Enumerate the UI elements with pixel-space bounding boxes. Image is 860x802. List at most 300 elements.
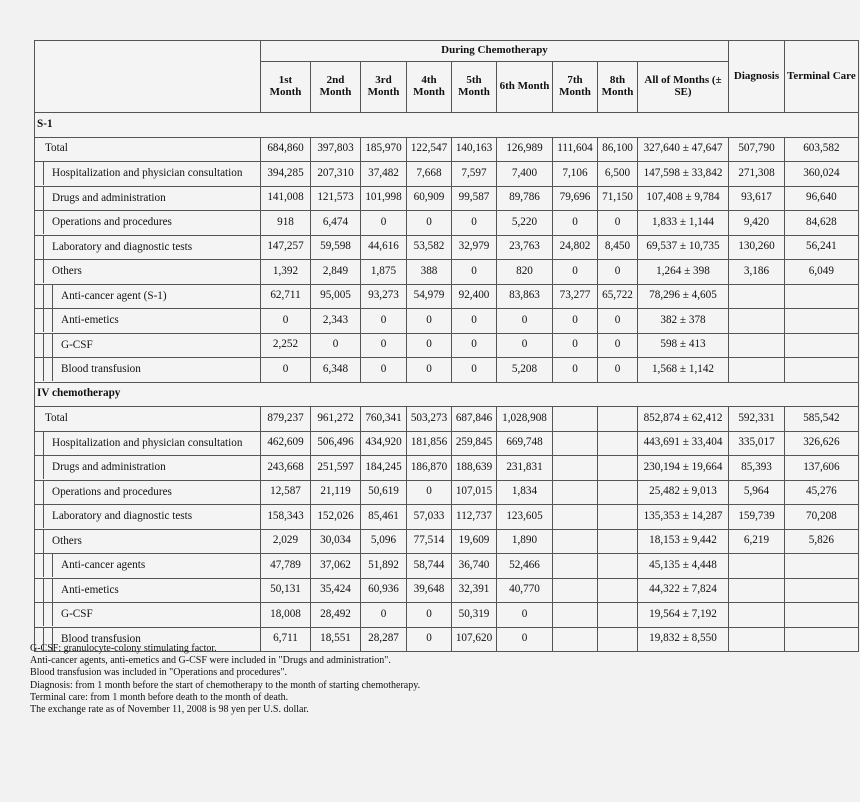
value-cell: 6,348 [311,358,361,383]
row-label: Operations and procedures [43,481,172,504]
row-label-cell [35,358,261,383]
value-cell [729,333,785,358]
value-cell: 54,979 [407,284,452,309]
value-cell: 101,998 [361,186,407,211]
value-cell [553,627,598,652]
value-cell [553,505,598,530]
value-cell: 0 [553,333,598,358]
row-label [43,603,93,626]
value-cell: 852,874 ± 62,412 [638,407,729,432]
value-cell: 53,582 [407,235,452,260]
table-row [35,235,859,260]
value-cell: 1,264 ± 398 [638,260,729,285]
row-label-cell [35,137,261,162]
month-header: 2nd Month [311,62,361,113]
value-cell: 71,150 [598,186,638,211]
value-cell: 99,587 [452,186,497,211]
value-cell: 50,131 [261,578,311,603]
value-cell: 598 ± 413 [638,333,729,358]
row-label-cell [35,186,261,211]
value-cell: 112,737 [452,505,497,530]
value-cell: 123,605 [497,505,553,530]
value-cell: 184,245 [361,456,407,481]
value-cell: 5,096 [361,529,407,554]
value-cell: 158,343 [261,505,311,530]
table-row [35,186,859,211]
value-cell [598,407,638,432]
section-row [35,113,859,138]
value-cell: 230,194 ± 19,664 [638,456,729,481]
row-label: Others [43,260,82,283]
value-cell: 24,802 [553,235,598,260]
month-header: 1st Month [261,62,311,113]
value-cell: 121,573 [311,186,361,211]
value-cell: 147,598 ± 33,842 [638,162,729,187]
value-cell: 12,587 [261,480,311,505]
value-cell: 32,979 [452,235,497,260]
value-cell: 5,964 [729,480,785,505]
table-row [35,505,859,530]
value-cell [553,407,598,432]
row-label-cell [35,407,261,432]
value-cell: 18,153 ± 9,442 [638,529,729,554]
row-label: Hospitalization and physician consultation [43,432,242,455]
value-cell: 0 [598,358,638,383]
value-cell: 0 [452,333,497,358]
value-cell [729,578,785,603]
value-cell: 35,424 [311,578,361,603]
value-cell: 394,285 [261,162,311,187]
value-cell: 2,029 [261,529,311,554]
diagnosis-header: Diagnosis [729,41,785,113]
value-cell: 0 [361,333,407,358]
footnote: The exchange rate as of November 11, 2008 is 98 yen per U.S. dollar. [30,704,309,716]
row-label-cell [35,554,261,579]
value-cell: 62,711 [261,284,311,309]
value-cell: 18,008 [261,603,311,628]
value-cell: 36,740 [452,554,497,579]
value-cell: 6,474 [311,211,361,236]
value-cell: 506,496 [311,431,361,456]
group-header: During Chemotherapy [261,41,729,62]
value-cell: 107,620 [452,627,497,652]
row-label: Laboratory and diagnostic tests [43,236,192,259]
row-label: Others [43,530,82,553]
value-cell: 181,856 [407,431,452,456]
row-label-cell [35,211,261,236]
value-cell: 0 [452,309,497,334]
value-cell: 19,832 ± 8,550 [638,627,729,652]
value-cell: 603,582 [785,137,859,162]
value-cell [785,578,859,603]
value-cell [598,603,638,628]
value-cell: 0 [361,211,407,236]
value-cell [598,578,638,603]
table-row [35,333,859,358]
value-cell: 65,722 [598,284,638,309]
value-cell: 0 [598,333,638,358]
value-cell: 83,863 [497,284,553,309]
value-cell: 0 [553,260,598,285]
value-cell: 327,640 ± 47,647 [638,137,729,162]
value-cell: 503,273 [407,407,452,432]
value-cell [553,456,598,481]
label-header [35,41,261,113]
value-cell: 382 ± 378 [638,309,729,334]
value-cell: 0 [261,358,311,383]
value-cell: 51,892 [361,554,407,579]
value-cell: 21,119 [311,480,361,505]
value-cell: 760,341 [361,407,407,432]
value-cell: 462,609 [261,431,311,456]
value-cell: 207,310 [311,162,361,187]
value-cell: 434,920 [361,431,407,456]
value-cell: 0 [311,333,361,358]
value-cell: 111,604 [553,137,598,162]
value-cell: 50,619 [361,480,407,505]
value-cell: 93,617 [729,186,785,211]
value-cell: 0 [361,358,407,383]
row-label-cell [35,333,261,358]
value-cell: 188,639 [452,456,497,481]
row-label-cell [35,260,261,285]
footnote: Diagnosis: from 1 month before the start of chemotherapy to the month of starting chemotherapy. [30,679,421,691]
value-cell: 28,492 [311,603,361,628]
value-cell: 77,514 [407,529,452,554]
value-cell: 85,461 [361,505,407,530]
value-cell: 141,008 [261,186,311,211]
value-cell [729,284,785,309]
value-cell: 1,028,908 [497,407,553,432]
value-cell: 89,786 [497,186,553,211]
table-row [35,431,859,456]
value-cell: 30,034 [311,529,361,554]
value-cell: 8,450 [598,235,638,260]
value-cell: 0 [553,358,598,383]
value-cell: 684,860 [261,137,311,162]
value-cell: 0 [361,309,407,334]
value-cell [729,309,785,334]
row-label: Operations and procedures [43,211,172,234]
value-cell: 6,711 [261,627,311,652]
value-cell [598,431,638,456]
row-label: Hospitalization and physician consultation [43,162,242,185]
footnote: Anti-cancer agents, anti-emetics and G-CSF were included in "Drugs and administration". [30,655,391,667]
row-label-text: Anti-cancer agent (S-1) [52,285,167,308]
value-cell: 2,343 [311,309,361,334]
value-cell: 443,691 ± 33,404 [638,431,729,456]
value-cell: 37,062 [311,554,361,579]
value-cell: 231,831 [497,456,553,481]
value-cell: 0 [361,603,407,628]
value-cell [553,480,598,505]
value-cell: 0 [261,309,311,334]
value-cell: 147,257 [261,235,311,260]
value-cell [729,554,785,579]
value-cell: 0 [407,333,452,358]
row-label-cell [35,505,261,530]
row-label-cell [35,235,261,260]
value-cell [553,554,598,579]
value-cell: 6,219 [729,529,785,554]
row-label-cell [35,480,261,505]
month-header: 6th Month [497,62,553,113]
value-cell: 185,970 [361,137,407,162]
value-cell: 86,100 [598,137,638,162]
value-cell [785,627,859,652]
terminal-header: Terminal Care [785,41,859,113]
value-cell: 0 [407,358,452,383]
value-cell [729,603,785,628]
value-cell: 47,789 [261,554,311,579]
value-cell [553,578,598,603]
value-cell [553,603,598,628]
value-cell: 585,542 [785,407,859,432]
row-label-cell [35,284,261,309]
value-cell: 687,846 [452,407,497,432]
section-title: IV chemotherapy [35,382,859,407]
value-cell [598,456,638,481]
value-cell: 107,015 [452,480,497,505]
value-cell: 28,287 [361,627,407,652]
row-label-cell [35,162,261,187]
value-cell: 1,875 [361,260,407,285]
value-cell: 0 [452,260,497,285]
value-cell: 9,420 [729,211,785,236]
table-row [35,578,859,603]
value-cell: 58,744 [407,554,452,579]
table-row [35,358,859,383]
row-label-text: Blood transfusion [52,628,141,651]
value-cell: 19,609 [452,529,497,554]
month-header: 5th Month [452,62,497,113]
value-cell: 78,296 ± 4,605 [638,284,729,309]
value-cell: 0 [553,309,598,334]
value-cell: 0 [497,309,553,334]
table-row [35,284,859,309]
row-label-cell [35,603,261,628]
row-label-cell [35,529,261,554]
value-cell: 0 [497,603,553,628]
row-label-text: G-CSF [52,603,93,626]
value-cell: 1,392 [261,260,311,285]
value-cell: 60,909 [407,186,452,211]
value-cell: 107,408 ± 9,784 [638,186,729,211]
table-row [35,211,859,236]
month-header: 8th Month [598,62,638,113]
row-label-cell [35,578,261,603]
row-label [43,358,141,381]
table-row [35,554,859,579]
value-cell: 39,648 [407,578,452,603]
value-cell: 5,208 [497,358,553,383]
value-cell: 32,391 [452,578,497,603]
row-label-text: Anti-emetics [52,309,119,332]
value-cell: 18,551 [311,627,361,652]
value-cell: 592,331 [729,407,785,432]
row-label-cell [35,309,261,334]
value-cell: 0 [598,260,638,285]
row-label-text: Anti-emetics [52,579,119,602]
value-cell: 84,628 [785,211,859,236]
row-label [43,579,119,602]
value-cell: 0 [452,211,497,236]
value-cell: 0 [497,627,553,652]
value-cell: 669,748 [497,431,553,456]
value-cell: 23,763 [497,235,553,260]
value-cell: 918 [261,211,311,236]
value-cell: 5,826 [785,529,859,554]
value-cell: 7,668 [407,162,452,187]
value-cell: 1,833 ± 1,144 [638,211,729,236]
value-cell [598,505,638,530]
value-cell [785,309,859,334]
value-cell [598,627,638,652]
table-row [35,529,859,554]
value-cell: 19,564 ± 7,192 [638,603,729,628]
value-cell: 6,500 [598,162,638,187]
row-label: Drugs and administration [43,456,166,479]
table-row [35,309,859,334]
value-cell [553,431,598,456]
value-cell: 879,237 [261,407,311,432]
value-cell: 85,393 [729,456,785,481]
value-cell: 251,597 [311,456,361,481]
value-cell [598,554,638,579]
value-cell: 186,870 [407,456,452,481]
value-cell: 397,803 [311,137,361,162]
value-cell: 0 [407,603,452,628]
value-cell: 60,936 [361,578,407,603]
value-cell: 56,241 [785,235,859,260]
value-cell: 96,640 [785,186,859,211]
value-cell: 95,005 [311,284,361,309]
value-cell: 79,696 [553,186,598,211]
value-cell [785,333,859,358]
row-label-cell [35,456,261,481]
footnotes [30,643,420,716]
table-row [35,260,859,285]
value-cell: 243,668 [261,456,311,481]
value-cell: 2,849 [311,260,361,285]
row-label [43,554,145,577]
value-cell: 25,482 ± 9,013 [638,480,729,505]
value-cell: 122,547 [407,137,452,162]
section-title: S-1 [35,113,859,138]
value-cell: 52,466 [497,554,553,579]
value-cell: 93,273 [361,284,407,309]
value-cell: 1,834 [497,480,553,505]
value-cell: 70,208 [785,505,859,530]
table-row [35,162,859,187]
month-header: 7th Month [553,62,598,113]
value-cell [785,358,859,383]
value-cell: 335,017 [729,431,785,456]
value-cell: 961,272 [311,407,361,432]
value-cell: 0 [598,309,638,334]
table-row [35,137,859,162]
footnote: Terminal care: from 1 month before death to the month of death. [30,691,289,703]
value-cell: 0 [407,480,452,505]
all-months-header: All of Months (± SE) [638,62,729,113]
value-cell: 69,537 ± 10,735 [638,235,729,260]
value-cell: 44,322 ± 7,824 [638,578,729,603]
value-cell [785,284,859,309]
value-cell: 1,568 ± 1,142 [638,358,729,383]
value-cell: 7,597 [452,162,497,187]
value-cell: 73,277 [553,284,598,309]
table-row [35,603,859,628]
value-cell: 40,770 [497,578,553,603]
value-cell: 6,049 [785,260,859,285]
row-label [43,285,167,308]
value-cell: 159,739 [729,505,785,530]
value-cell [785,554,859,579]
value-cell [785,603,859,628]
value-cell: 140,163 [452,137,497,162]
value-cell [553,529,598,554]
value-cell: 37,482 [361,162,407,187]
value-cell: 7,400 [497,162,553,187]
value-cell: 5,220 [497,211,553,236]
month-header: 3rd Month [361,62,407,113]
value-cell: 135,353 ± 14,287 [638,505,729,530]
value-cell [729,358,785,383]
value-cell: 326,626 [785,431,859,456]
value-cell: 0 [407,309,452,334]
value-cell: 92,400 [452,284,497,309]
value-cell: 388 [407,260,452,285]
footnote: G-CSF: granulocyte-colony stimulating factor. [30,643,217,654]
value-cell [598,529,638,554]
value-cell: 507,790 [729,137,785,162]
value-cell: 1,890 [497,529,553,554]
value-cell: 152,026 [311,505,361,530]
value-cell: 271,308 [729,162,785,187]
value-cell: 0 [598,211,638,236]
row-label: Drugs and administration [43,187,166,210]
section-row [35,382,859,407]
value-cell: 59,598 [311,235,361,260]
row-label-text: Anti-cancer agents [52,554,145,577]
value-cell: 360,024 [785,162,859,187]
row-label: Total [45,142,68,155]
value-cell: 0 [407,211,452,236]
table-row [35,456,859,481]
value-cell: 0 [407,627,452,652]
table-row [35,407,859,432]
row-label-text: G-CSF [52,334,93,357]
value-cell: 137,606 [785,456,859,481]
value-cell: 820 [497,260,553,285]
value-cell: 0 [497,333,553,358]
footnote: Blood transfusion was included in "Operations and procedures". [30,667,287,679]
value-cell: 44,616 [361,235,407,260]
row-label [43,334,93,357]
row-label-text: Blood transfusion [52,358,141,381]
value-cell [729,627,785,652]
value-cell: 45,135 ± 4,448 [638,554,729,579]
value-cell: 57,033 [407,505,452,530]
value-cell: 0 [452,358,497,383]
value-cell: 50,319 [452,603,497,628]
value-cell: 2,252 [261,333,311,358]
value-cell: 45,276 [785,480,859,505]
month-header: 4th Month [407,62,452,113]
value-cell: 126,989 [497,137,553,162]
table-row [35,480,859,505]
value-cell: 3,186 [729,260,785,285]
